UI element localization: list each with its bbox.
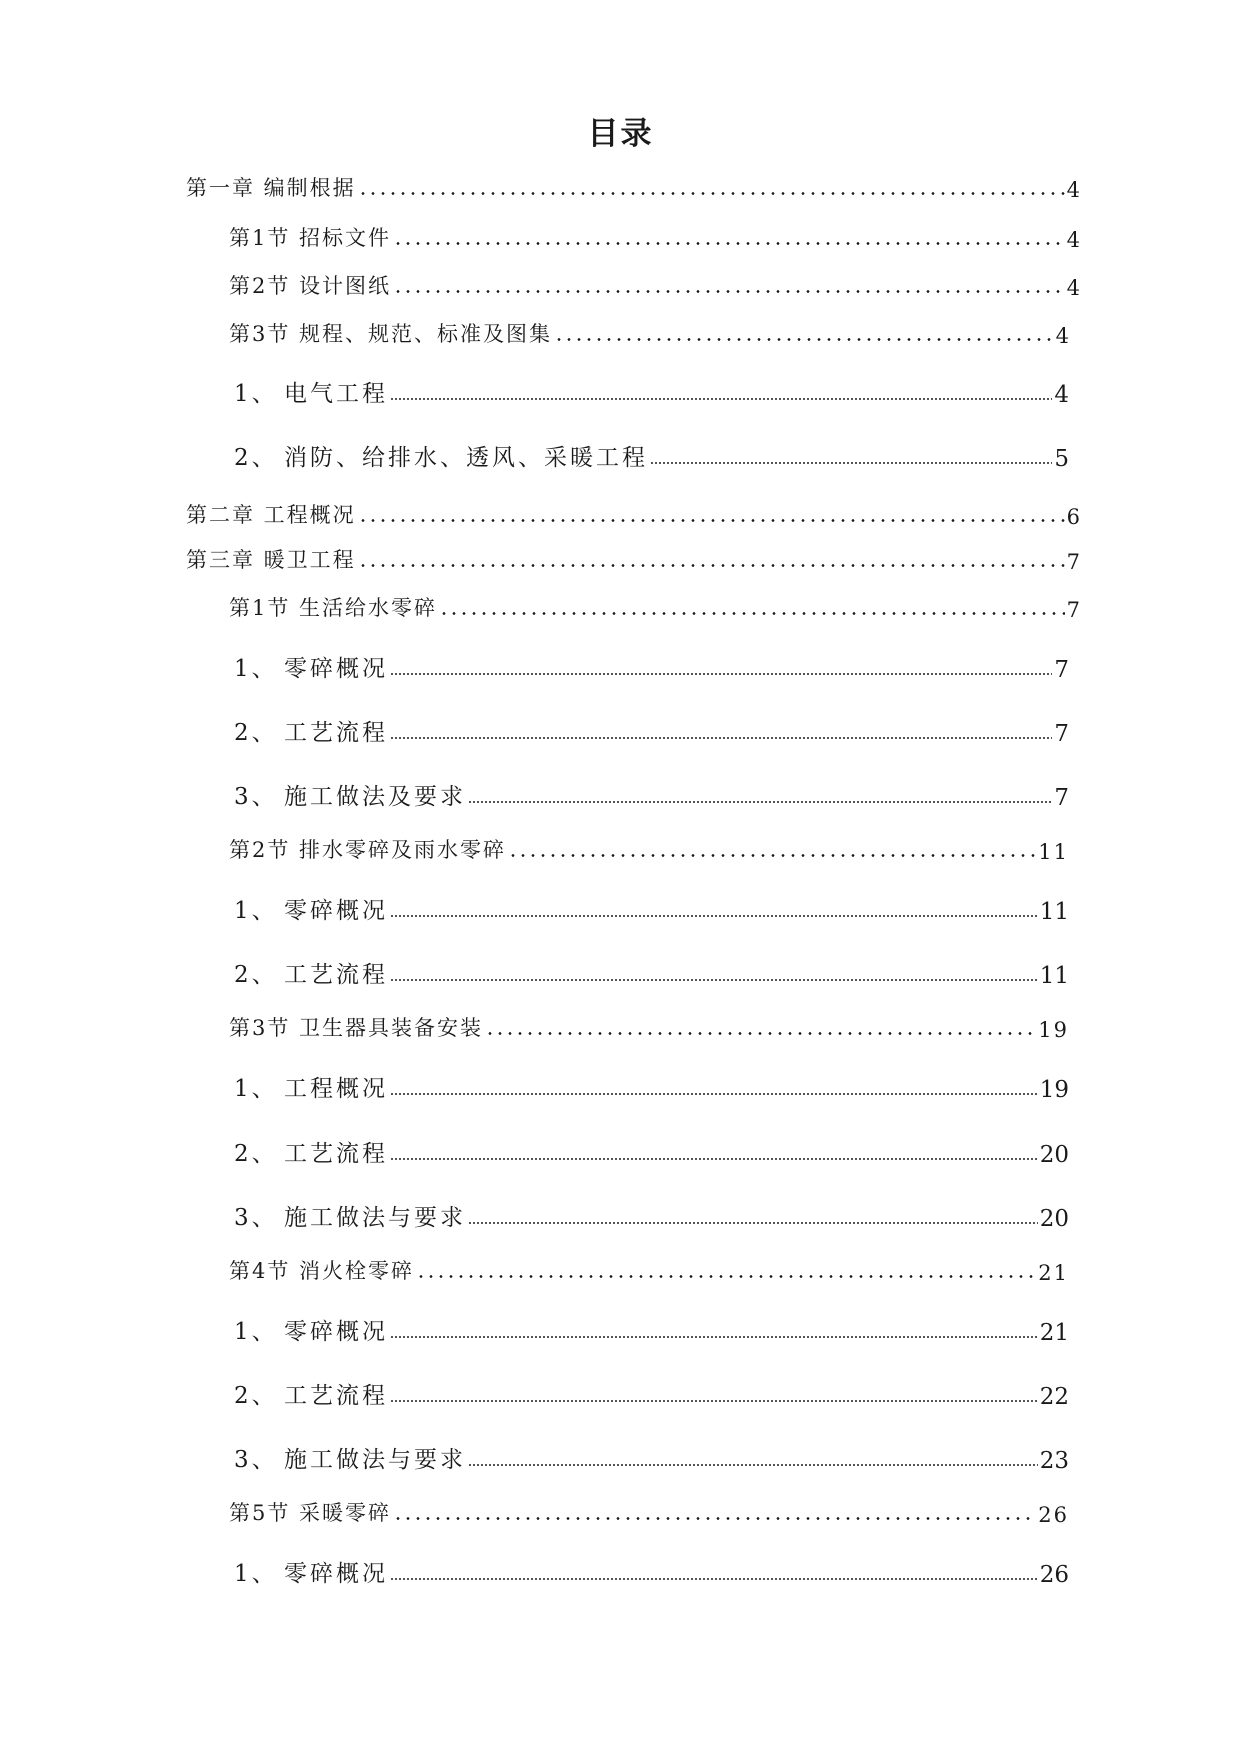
dot-leader [358, 192, 1065, 195]
toc-label: 电气工程 [284, 381, 388, 407]
toc-page-number: 21 [1039, 1320, 1069, 1346]
dot-leader [468, 1464, 1038, 1466]
item-number: 2、 [234, 962, 278, 988]
toc-label: 第5节 采暖零碎 [229, 1501, 392, 1525]
toc-page-number: 23 [1039, 1448, 1069, 1474]
toc-page-number: 4 [1066, 178, 1082, 202]
toc-page-number: 11 [1038, 840, 1069, 864]
toc-label: 第3节 卫生器具装备安装 [229, 1016, 484, 1040]
toc-label: 第2节 排水零碎及雨水零碎 [229, 838, 507, 862]
toc-label: 第2节 设计图纸 [229, 274, 392, 298]
toc-entry-section[interactable] [229, 218, 1082, 252]
item-number: 3、 [234, 1447, 278, 1473]
item-number: 2、 [234, 1383, 278, 1409]
toc-page-number: 20 [1039, 1142, 1069, 1168]
dot-leader [390, 1400, 1038, 1402]
item-number: 3、 [234, 784, 278, 810]
dot-leader [390, 1336, 1038, 1338]
toc-page-number: 11 [1039, 963, 1069, 989]
page-title: 目录 [587, 116, 654, 152]
toc-page-number: 4 [1066, 276, 1082, 300]
toc-label: 第1节 生活给水零碎 [229, 596, 438, 620]
item-number: 3、 [234, 1205, 278, 1231]
dot-leader [554, 338, 1054, 341]
item-number: 1、 [234, 898, 278, 924]
dot-leader [650, 462, 1052, 464]
toc-entry-section[interactable] [229, 1008, 1069, 1042]
toc-page-number: 19 [1039, 1077, 1069, 1103]
toc-label: 第二章 工程概况 [186, 503, 356, 527]
toc-page-number: 19 [1038, 1018, 1069, 1042]
toc-page-number: 7 [1054, 785, 1069, 811]
item-number: 2、 [234, 1141, 278, 1167]
item-number: 1、 [234, 1319, 278, 1345]
dot-leader [390, 673, 1052, 675]
toc-label: 第三章 暖卫工程 [186, 548, 356, 572]
toc-entry-item[interactable] [234, 773, 1069, 811]
toc-entry-item[interactable] [234, 709, 1069, 747]
dot-leader [393, 290, 1065, 293]
toc-entry-item[interactable] [234, 645, 1069, 683]
item-number: 1、 [234, 381, 278, 407]
toc-entry-section[interactable] [229, 588, 1082, 622]
toc-entry-item[interactable] [234, 1065, 1069, 1103]
toc-label: 施工做法及要求 [284, 784, 466, 810]
toc-entry-item[interactable] [234, 1194, 1069, 1232]
toc-entry-item[interactable] [234, 1308, 1069, 1346]
toc-label: 零碎概况 [284, 1561, 388, 1587]
toc-label: 第1节 招标文件 [229, 226, 392, 250]
dot-leader [390, 979, 1038, 981]
dot-leader [416, 1275, 1036, 1278]
dot-leader [390, 1578, 1038, 1580]
toc-page-number: 7 [1066, 598, 1082, 622]
toc-entry-item[interactable] [234, 1436, 1069, 1474]
toc-page-number: 4 [1054, 382, 1069, 408]
dot-leader [508, 854, 1036, 857]
item-number: 2、 [234, 445, 278, 471]
item-number: 1、 [234, 1076, 278, 1102]
toc-entry-section[interactable] [229, 1493, 1069, 1527]
toc-entry-chapter[interactable] [186, 495, 1082, 529]
toc-entry-section[interactable] [229, 266, 1082, 300]
toc-page-number: 7 [1066, 550, 1082, 574]
toc-label: 第4节 消火栓零碎 [229, 1259, 415, 1283]
dot-leader [358, 564, 1065, 567]
toc-entry-item[interactable] [234, 951, 1069, 989]
toc-page-number: 11 [1039, 899, 1069, 925]
toc-label: 零碎概况 [284, 656, 388, 682]
toc-page-number: 26 [1039, 1562, 1069, 1588]
toc-page-number: 7 [1054, 657, 1069, 683]
item-number: 2、 [234, 720, 278, 746]
toc-entry-section[interactable] [229, 830, 1069, 864]
toc-label: 工艺流程 [284, 962, 388, 988]
dot-leader [390, 737, 1052, 739]
dot-leader [439, 612, 1065, 615]
toc-label: 工艺流程 [284, 720, 388, 746]
toc-entry-item[interactable] [234, 370, 1069, 408]
dot-leader [393, 1517, 1036, 1520]
toc-page-number: 26 [1038, 1503, 1069, 1527]
toc-entry-item[interactable] [234, 887, 1069, 925]
toc-page-number: 7 [1054, 721, 1069, 747]
dot-leader [390, 1093, 1038, 1095]
toc-label: 第3节 规程、规范、标准及图集 [229, 322, 553, 346]
item-number: 1、 [234, 1561, 278, 1587]
item-number: 1、 [234, 656, 278, 682]
toc-page-number: 21 [1038, 1261, 1069, 1285]
toc-page-number: 4 [1055, 324, 1071, 348]
toc-label: 零碎概况 [284, 1319, 388, 1345]
dot-leader [393, 242, 1065, 245]
toc-entry-item[interactable] [234, 1550, 1069, 1588]
dot-leader [390, 398, 1052, 400]
toc-entry-item[interactable] [234, 434, 1069, 472]
toc-page-number: 20 [1039, 1206, 1069, 1232]
dot-leader [358, 519, 1065, 522]
toc-label: 第一章 编制根据 [186, 176, 356, 200]
toc-label: 工艺流程 [284, 1141, 388, 1167]
toc-entry-item[interactable] [234, 1130, 1069, 1168]
toc-label: 消防、给排水、透风、采暖工程 [284, 445, 648, 471]
toc-page-number: 4 [1066, 228, 1082, 252]
toc-entry-chapter[interactable] [186, 540, 1082, 574]
toc-page-number: 6 [1066, 505, 1082, 529]
toc-label: 工艺流程 [284, 1383, 388, 1409]
toc-page-number: 22 [1039, 1384, 1069, 1410]
dot-leader [390, 915, 1038, 917]
toc-label: 施工做法与要求 [284, 1205, 466, 1231]
toc-page-number: 5 [1054, 446, 1069, 472]
dot-leader [485, 1032, 1036, 1035]
toc-entry-section[interactable] [229, 314, 1071, 348]
toc-label: 工程概况 [284, 1076, 388, 1102]
toc-entry-section[interactable] [229, 1251, 1069, 1285]
dot-leader [468, 801, 1052, 803]
dot-leader [468, 1222, 1038, 1224]
toc-label: 零碎概况 [284, 898, 388, 924]
toc-entry-item[interactable] [234, 1372, 1069, 1410]
toc-label: 施工做法与要求 [284, 1447, 466, 1473]
toc-entry-chapter[interactable] [186, 168, 1082, 202]
dot-leader [390, 1158, 1038, 1160]
